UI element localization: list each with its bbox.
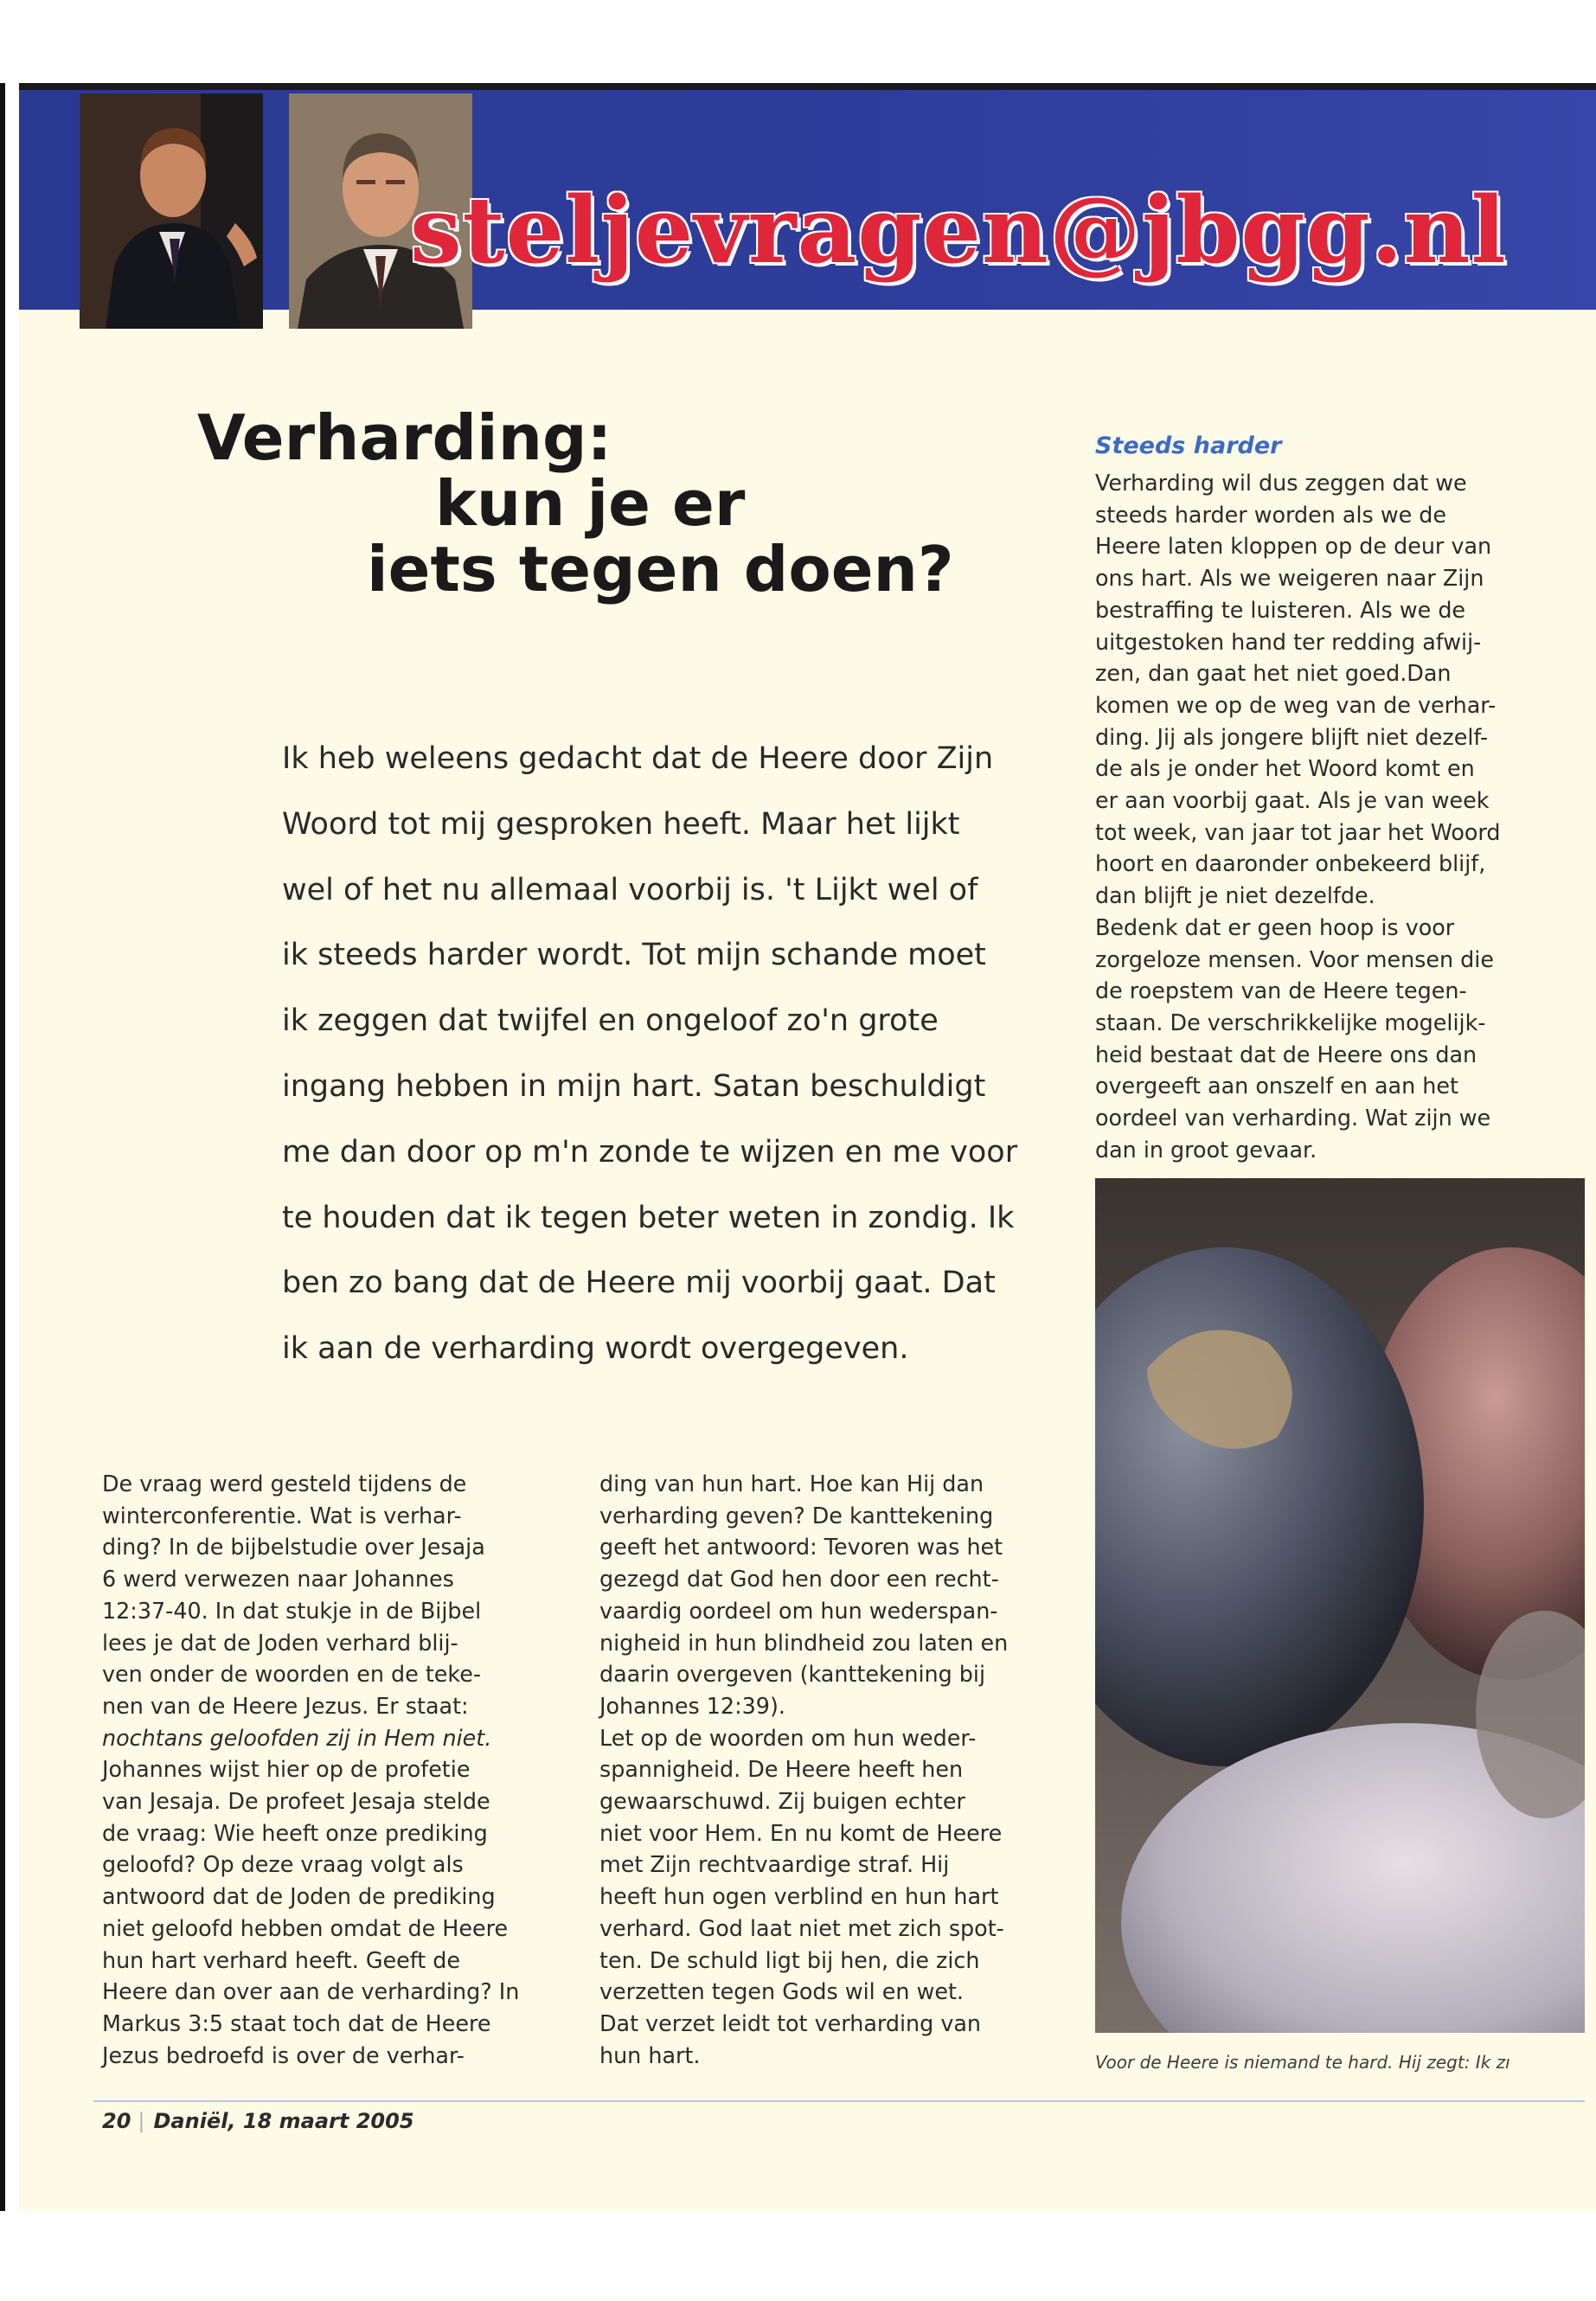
- question-line: ik zeggen dat twijfel en ongeloof zo'n grote: [282, 1003, 939, 1039]
- headline-line: kun je er: [435, 467, 746, 540]
- body-line: ons hart. Als we weigeren naar Zijn: [1095, 565, 1484, 592]
- body-line: 12:37-40. In dat stukje in de Bijbel: [102, 1597, 482, 1624]
- question-line: me dan door op m'n zonde te wijzen en me voor: [282, 1134, 1018, 1170]
- contact-email-title: steljevragen@jbgg.nl: [410, 176, 1507, 284]
- body-line: Dat verzet leidt tot verharding van: [599, 2009, 982, 2036]
- body-line: uitgestoken hand ter redding afwij-: [1095, 628, 1482, 655]
- body-line: gewaarschuwd. Zij buigen echter: [599, 1788, 965, 1815]
- body-line: komen we op de weg van de verhar-: [1095, 691, 1497, 718]
- body-line: De vraag werd gesteld tijdens de: [102, 1471, 467, 1497]
- body-line: verharding geven? De kanttekening: [599, 1502, 994, 1529]
- body-line: nochtans geloofden zij in Hem niet.: [102, 1724, 492, 1751]
- body-line: Bedenk dat er geen hoop is voor: [1095, 913, 1455, 940]
- body-line: overgeeft aan onszelf en aan het: [1095, 1073, 1458, 1099]
- body-line: hun hart.: [599, 2041, 701, 2068]
- body-line: hun hart verhard heeft. Geeft de: [102, 1946, 461, 1973]
- publication-info: Daniël, 18 maart 2005: [153, 2109, 414, 2133]
- body-line: dan in groot gevaar.: [1095, 1136, 1317, 1163]
- question-line: Woord tot mij gesproken heeft. Maar het lijkt: [282, 806, 960, 842]
- answer-column-1: [102, 1468, 569, 2071]
- body-line: spannigheid. De Heere heeft hen: [599, 1756, 964, 1783]
- body-line: bestraffing te luisteren. Als we de: [1095, 596, 1466, 623]
- body-line: Heere laten kloppen op de deur van: [1095, 533, 1492, 560]
- question-line: ik aan de verharding wordt overgegeven.: [282, 1331, 909, 1367]
- body-line: de vraag: Wie heeft onze prediking: [102, 1819, 488, 1846]
- body-line: 6 werd verwezen naar Johannes: [102, 1566, 454, 1593]
- reader-question: [282, 727, 1043, 1382]
- body-line: oordeel van verharding. Wat zijn we: [1095, 1105, 1491, 1131]
- body-line: van Jesaja. De profeet Jesaja stelde: [102, 1788, 490, 1815]
- answer-column-2: [599, 1468, 1067, 2071]
- headline-line: Verharding:: [197, 401, 612, 474]
- body-line: Jezus bedroefd is over de verhar-: [102, 2041, 465, 2068]
- portrait-speaker-icon: [80, 93, 263, 329]
- body-line: de als je onder het Woord komt en: [1095, 755, 1475, 782]
- footer-separator: |: [138, 2109, 145, 2133]
- body-line: winterconferentie. Wat is verhar-: [102, 1502, 462, 1529]
- body-line: Johannes 12:39).: [599, 1692, 785, 1719]
- page-footer: [102, 2104, 414, 2138]
- body-line: Let op de woorden om hun weder-: [599, 1724, 977, 1751]
- question-line: ingang hebben in mijn hart. Satan beschuldigt: [282, 1068, 986, 1104]
- body-line: nen van de Heere Jezus. Er staat:: [102, 1692, 469, 1719]
- body-line: nigheid in hun blindheid zou laten en: [599, 1629, 1009, 1656]
- body-line: tot week, van jaar tot jaar het Woord: [1095, 818, 1501, 845]
- body-line: er aan voorbij gaat. Als je van week: [1095, 787, 1490, 814]
- body-line: Verharding wil dus zeggen dat we: [1095, 470, 1467, 496]
- scan-left-edge: [0, 83, 5, 2211]
- body-line: gezegd dat God hen door een recht-: [599, 1566, 999, 1593]
- sidebar-subheading: Steeds harder: [1095, 433, 1282, 459]
- body-line: geeft het antwoord: Tevoren was het: [599, 1534, 1003, 1561]
- article-headline: [197, 401, 1028, 606]
- body-line: ding van hun hart. Hoe kan Hij dan: [599, 1471, 984, 1497]
- question-line: wel of het nu allemaal voorbij is. 't Lijkt wel of: [282, 872, 978, 907]
- question-line: te houden dat ik tegen beter weten in zondig. Ik: [282, 1200, 1015, 1235]
- body-line: verzetten tegen Gods wil en wet.: [599, 1978, 964, 2005]
- body-line: ding. Jij als jongere blijft niet dezelf-: [1095, 723, 1489, 750]
- body-line: staan. De verschrikkelijke mogelijk-: [1095, 1009, 1486, 1035]
- body-line: Heere dan over aan de verharding? In: [102, 1978, 520, 2005]
- footer-divider: [93, 2100, 1585, 2102]
- body-line: antwoord dat de Joden de prediking: [102, 1883, 496, 1910]
- body-line: Markus 3:5 staat toch dat de Heere: [102, 2009, 491, 2036]
- body-line: lees je dat de Joden verhard blij-: [102, 1629, 458, 1656]
- headline-line: iets tegen doen?: [367, 533, 954, 606]
- body-line: vaardig oordeel om hun wederspan-: [599, 1597, 998, 1624]
- body-line: niet voor Hem. En nu komt de Heere: [599, 1819, 1003, 1846]
- sidebar-column: [1095, 467, 1562, 1165]
- body-line: niet geloofd hebben omdat de Heere: [102, 1914, 509, 1941]
- body-line: zorgeloze mensen. Voor mensen die: [1095, 945, 1494, 972]
- body-line: de roepstem van de Heere tegen-: [1095, 977, 1467, 1004]
- body-line: geloofd? Op deze vraag volgt als: [102, 1851, 464, 1878]
- body-line: met Zijn rechtvaardige straf. Hij: [599, 1851, 950, 1878]
- body-line: dan blijft je niet dezelfde.: [1095, 882, 1375, 909]
- body-line: steeds harder worden als we de: [1095, 501, 1447, 528]
- question-line: ik steeds harder wordt. Tot mijn schande moet: [282, 938, 986, 973]
- stones-photo: [1095, 1178, 1585, 2033]
- body-line: daarin overgeven (kanttekening bij: [599, 1661, 986, 1688]
- body-line: verhard. God laat niet met zich spot-: [599, 1914, 1004, 1941]
- body-line: heeft hun ogen verblind en hun hart: [599, 1883, 999, 1910]
- question-line: Ik heb weleens gedacht dat de Heere door Zijn: [282, 741, 994, 776]
- body-line: ten. De schuld ligt bij hen, die zich: [599, 1946, 980, 1973]
- photo-caption: Voor de Heere is niemand te hard. Hij zegt: Ik zı: [1095, 2052, 1510, 2073]
- body-line: heid bestaat dat de Heere ons dan: [1095, 1041, 1477, 1067]
- page-number: 20: [102, 2109, 131, 2133]
- body-line: Johannes wijst hier op de profetie: [102, 1756, 471, 1783]
- body-line: ding? In de bijbelstudie over Jesaja: [102, 1534, 485, 1561]
- question-line: ben zo bang dat de Heere mij voorbij gaat. Dat: [282, 1266, 996, 1301]
- body-line: zen, dan gaat het niet goed.Dan: [1095, 660, 1452, 687]
- body-line: hoort en daaronder onbekeerd blijf,: [1095, 850, 1486, 877]
- body-line: ven onder de woorden en de teke-: [102, 1661, 481, 1688]
